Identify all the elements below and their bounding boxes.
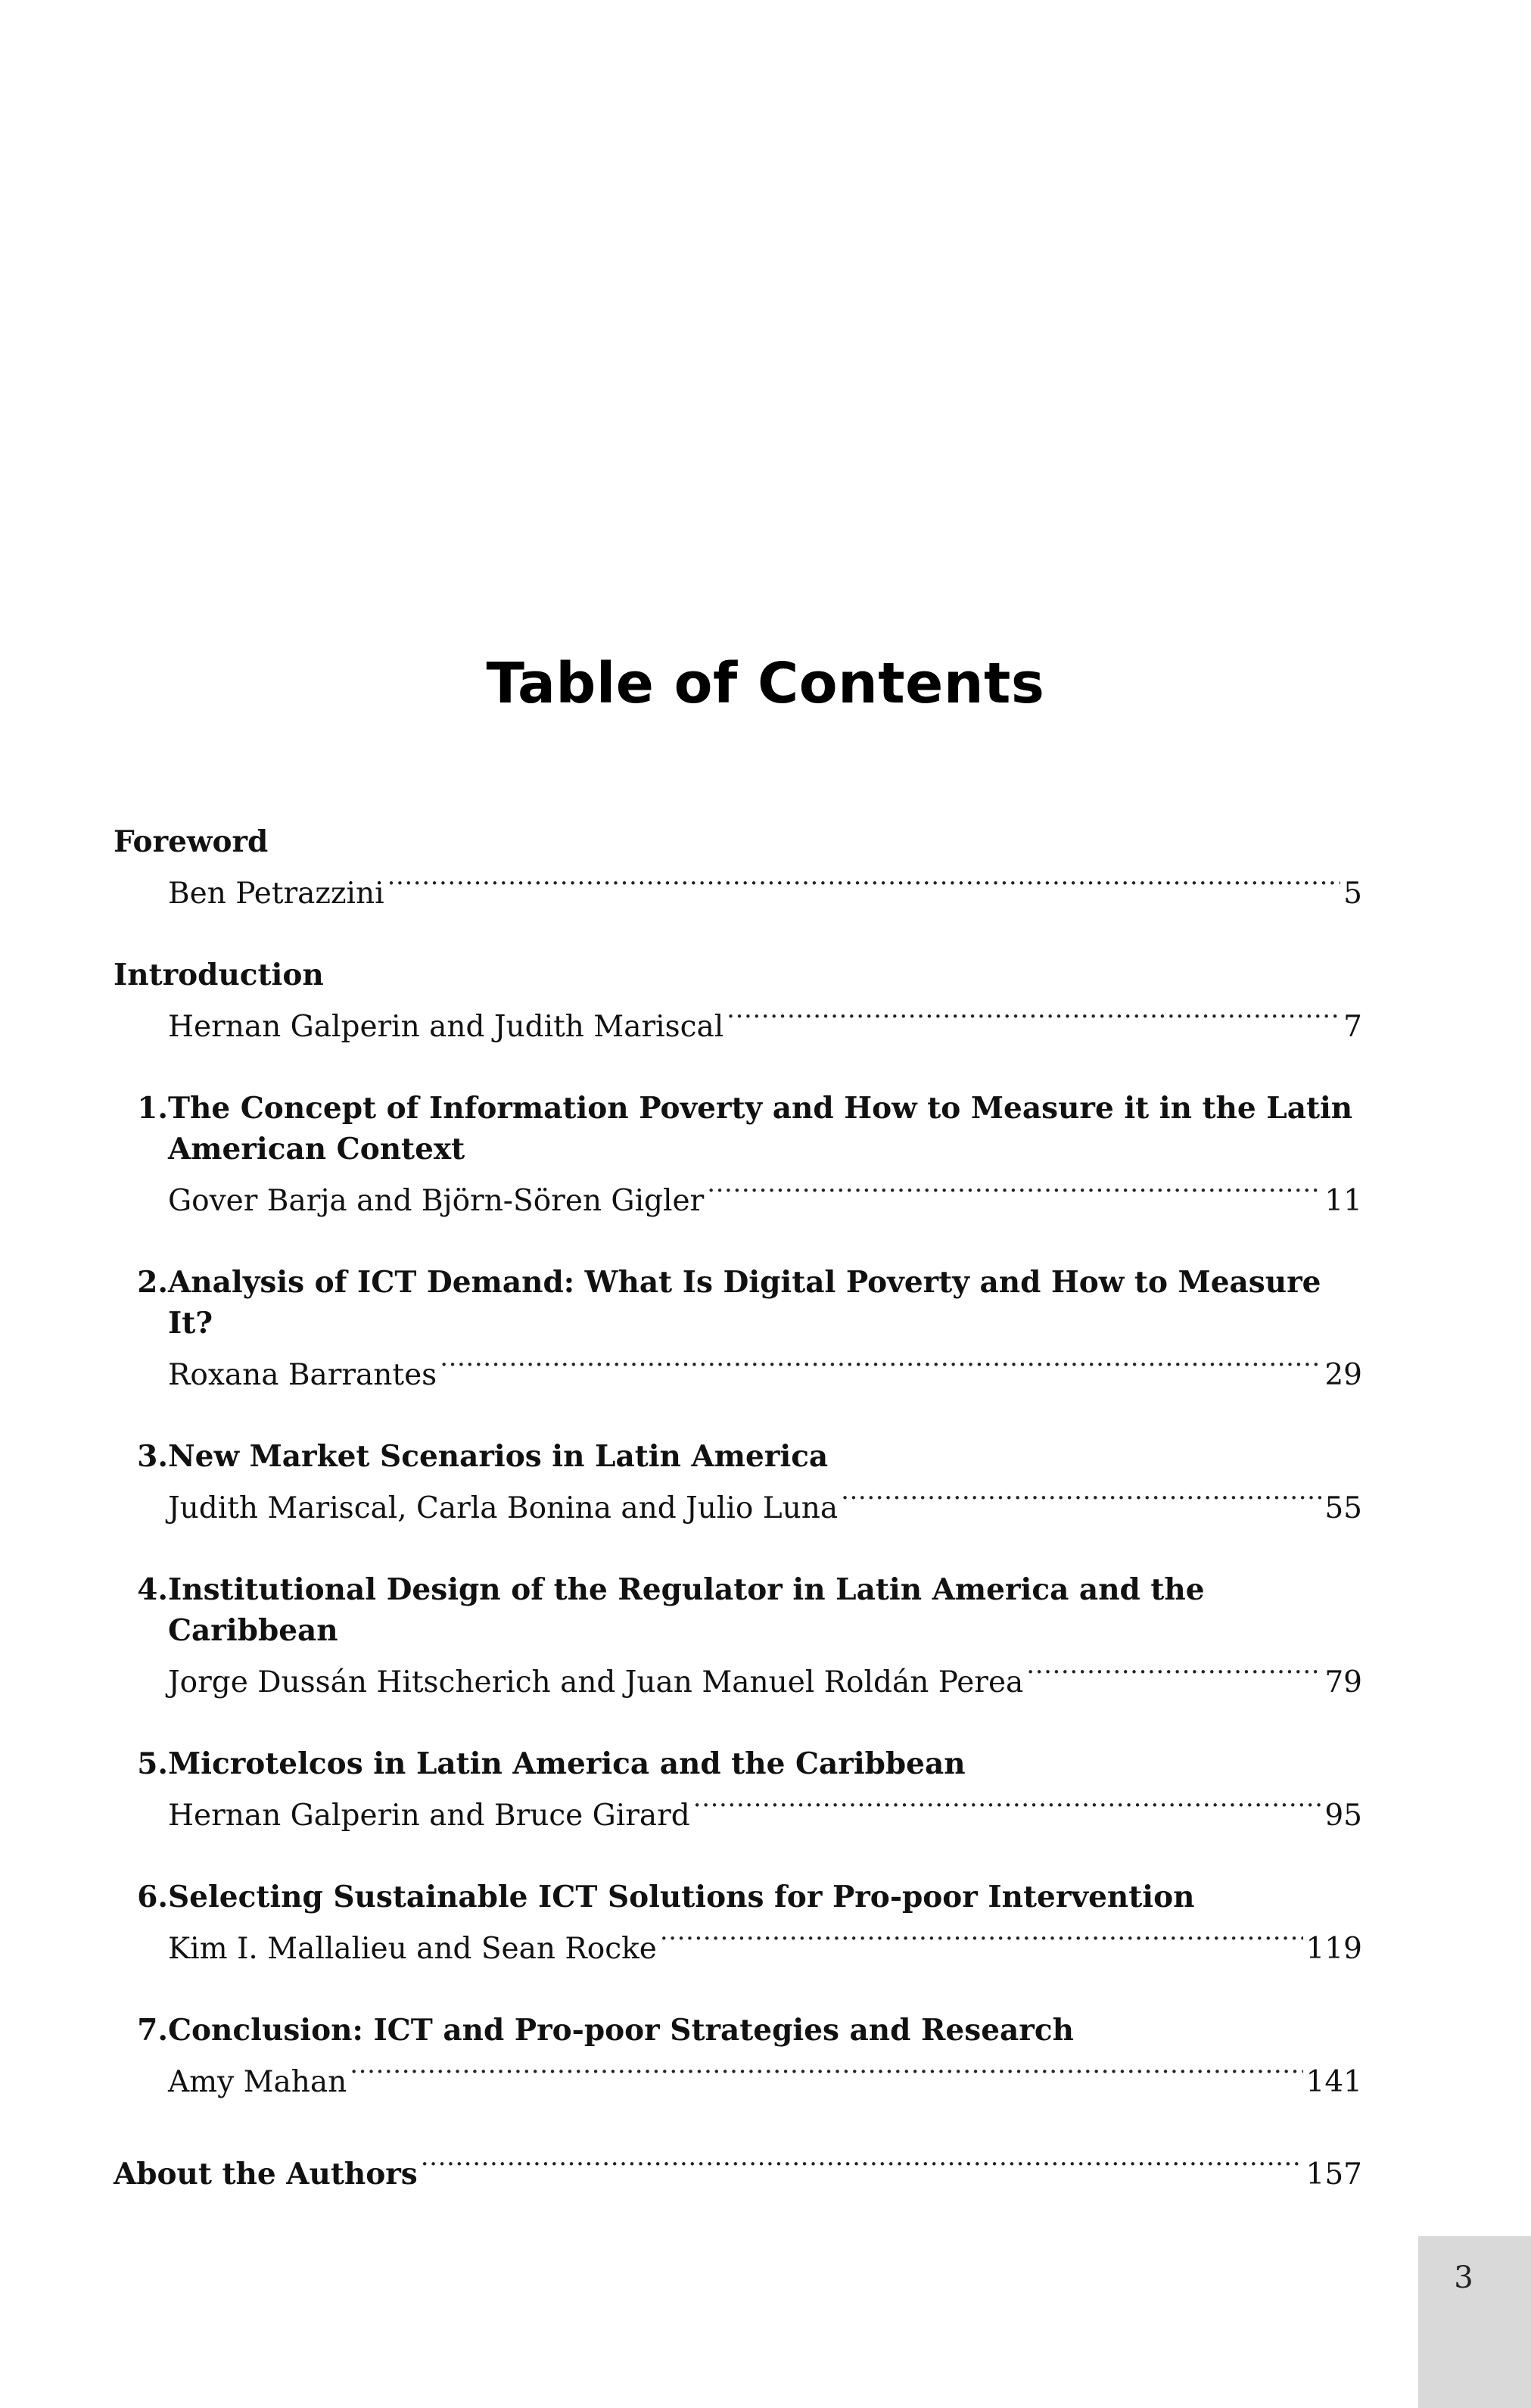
chapter-4-page: 79 bbox=[1324, 1665, 1362, 1699]
about-authors-heading: About the Authors bbox=[114, 2157, 418, 2191]
dot-leader bbox=[350, 2051, 1302, 2092]
chapter-1-number: 1. bbox=[137, 1091, 168, 1126]
chapter-2-page: 29 bbox=[1324, 1358, 1362, 1392]
chapter-3-page: 55 bbox=[1324, 1491, 1362, 1525]
chapter-6-title-row bbox=[114, 1877, 1362, 1917]
foreword-author: Ben Petrazzini bbox=[168, 877, 384, 911]
introduction-author: Hernan Galperin and Judith Mariscal bbox=[168, 1010, 724, 1044]
chapter-2-author: Roxana Barrantes bbox=[168, 1358, 437, 1392]
toc-entry-introduction[interactable] bbox=[114, 955, 1362, 1048]
introduction-heading: Introduction bbox=[114, 958, 324, 992]
chapter-7-page: 141 bbox=[1305, 2065, 1362, 2099]
chapter-4-author-row bbox=[114, 1651, 1362, 1703]
toc-entry-about-authors[interactable] bbox=[114, 2143, 1362, 2195]
chapter-5-author-row bbox=[114, 1784, 1362, 1836]
chapter-3-title: New Market Scenarios in Latin America bbox=[168, 1439, 829, 1474]
toc-entry-chapter-5[interactable] bbox=[114, 1743, 1362, 1836]
chapter-3-author-row bbox=[114, 1477, 1362, 1529]
toc-entry-foreword[interactable] bbox=[114, 821, 1362, 914]
chapter-2-title: Analysis of ICT Demand: What Is Digital Poverty and How to Measure It? bbox=[168, 1265, 1321, 1341]
chapter-4-author: Jorge Dussán Hitscherich and Juan Manuel Roldán Perea bbox=[168, 1665, 1024, 1699]
chapter-3-author: Judith Mariscal, Carla Bonina and Julio Luna bbox=[168, 1491, 839, 1525]
dot-leader bbox=[693, 1784, 1322, 1825]
page-title: Table of Contents bbox=[486, 651, 1045, 716]
toc-entry-chapter-7[interactable] bbox=[114, 2010, 1362, 2103]
dot-leader bbox=[841, 1477, 1321, 1518]
introduction-author-row bbox=[114, 995, 1362, 1048]
toc-entry-chapter-3[interactable] bbox=[114, 1436, 1362, 1529]
foreword-heading: Foreword bbox=[114, 824, 269, 859]
chapter-6-author-row bbox=[114, 1917, 1362, 1970]
chapter-7-author: Amy Mahan bbox=[168, 2065, 347, 2099]
chapter-2-number: 2. bbox=[137, 1265, 168, 1300]
dot-leader bbox=[387, 862, 1341, 903]
toc-entry-chapter-1[interactable] bbox=[114, 1088, 1362, 1222]
chapter-7-number: 7. bbox=[137, 2013, 168, 2048]
chapter-1-author-row bbox=[114, 1170, 1362, 1222]
chapter-1-page: 11 bbox=[1324, 1184, 1362, 1218]
chapter-4-number: 4. bbox=[137, 1572, 168, 1607]
chapter-3-number: 3. bbox=[137, 1439, 168, 1474]
chapter-5-number: 5. bbox=[137, 1746, 168, 1781]
dot-leader bbox=[440, 1344, 1321, 1385]
table-of-contents bbox=[114, 821, 1362, 2235]
foreword-page: 5 bbox=[1343, 877, 1362, 911]
chapter-6-page: 119 bbox=[1305, 1932, 1362, 1966]
chapter-3-title-row bbox=[114, 1436, 1362, 1477]
dot-leader bbox=[421, 2143, 1303, 2184]
chapter-4-title: Institutional Design of the Regulator in Latin America and the Caribbean bbox=[168, 1572, 1205, 1648]
toc-entry-chapter-6[interactable] bbox=[114, 1877, 1362, 1970]
about-authors-row bbox=[114, 2143, 1362, 2195]
chapter-4-title-row bbox=[114, 1569, 1362, 1651]
chapter-2-title-row bbox=[114, 1262, 1362, 1344]
chapter-7-author-row bbox=[114, 2051, 1362, 2103]
page-number: 3 bbox=[1454, 2260, 1473, 2295]
chapter-2-author-row bbox=[114, 1344, 1362, 1396]
chapter-1-title-row bbox=[114, 1088, 1362, 1170]
page-number-tab bbox=[1418, 2236, 1531, 2408]
chapter-6-title: Selecting Sustainable ICT Solutions for Pro-poor Intervention bbox=[168, 1880, 1195, 1914]
dot-leader bbox=[1026, 1651, 1321, 1692]
about-authors-page: 157 bbox=[1305, 2157, 1362, 2191]
toc-entry-chapter-2[interactable] bbox=[114, 1262, 1362, 1396]
foreword-author-row bbox=[114, 862, 1362, 914]
chapter-1-title: The Concept of Information Poverty and How to Measure it in the Latin American Context bbox=[168, 1091, 1353, 1167]
dot-leader bbox=[727, 995, 1340, 1036]
chapter-6-author: Kim I. Mallalieu and Sean Rocke bbox=[168, 1932, 657, 1966]
chapter-5-title-row bbox=[114, 1743, 1362, 1784]
chapter-6-number: 6. bbox=[137, 1880, 168, 1914]
dot-leader bbox=[707, 1170, 1321, 1210]
chapter-1-author: Gover Barja and Björn-Sören Gigler bbox=[168, 1184, 705, 1218]
chapter-7-title: Conclusion: ICT and Pro-poor Strategies and Research bbox=[168, 2013, 1074, 2048]
toc-entry-chapter-4[interactable] bbox=[114, 1569, 1362, 1703]
chapter-5-author: Hernan Galperin and Bruce Girard bbox=[168, 1799, 690, 1833]
dot-leader bbox=[660, 1917, 1303, 1958]
introduction-page: 7 bbox=[1343, 1010, 1362, 1044]
chapter-5-title: Microtelcos in Latin America and the Caribbean bbox=[168, 1746, 966, 1781]
chapter-5-page: 95 bbox=[1324, 1799, 1362, 1833]
chapter-7-title-row bbox=[114, 2010, 1362, 2051]
